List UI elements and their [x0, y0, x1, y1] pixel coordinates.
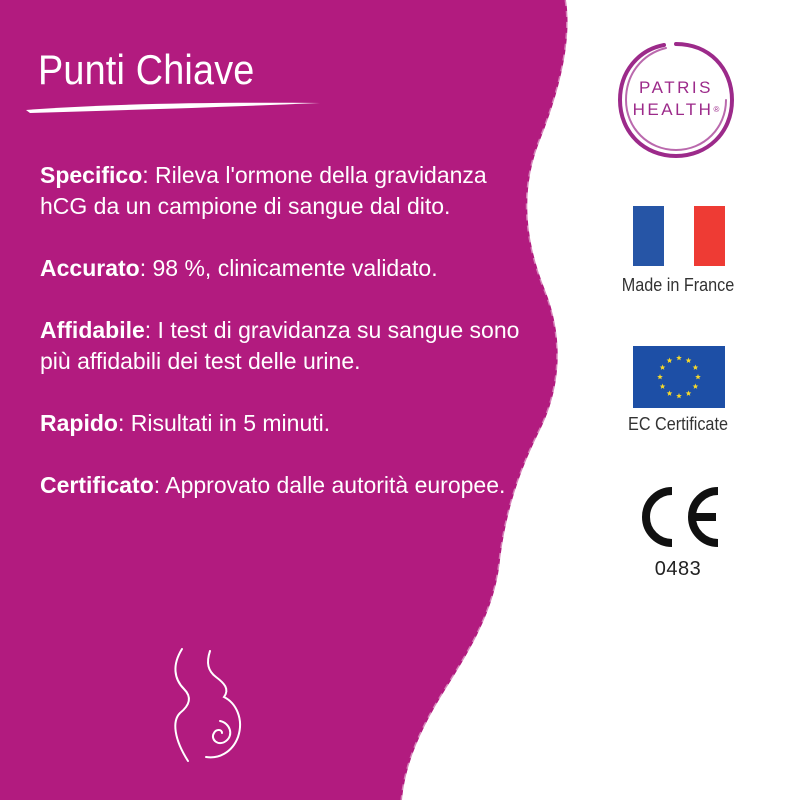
made-in-france-caption: Made in France: [621, 275, 735, 295]
key-point-affidabile: Affidabile: I test di gravidanza su sangue sono più affidabili dei test delle urine.: [40, 317, 520, 374]
brand-name-line1: PATRIS: [639, 78, 713, 97]
key-point-rapido: Rapido: Risultati in 5 minuti.: [40, 410, 331, 436]
ce-mark-icon: [634, 485, 724, 549]
brand-name-line2: HEALTH®: [632, 100, 720, 119]
key-points-list: [40, 160, 530, 532]
eu-flag-icon: [633, 346, 725, 408]
registered-mark: ®: [713, 105, 720, 114]
brand-logo: [614, 77, 738, 121]
key-point-certificato: Certificato: Approvato dalle autorità europee.: [40, 472, 506, 498]
brush-underline-icon: [24, 98, 324, 116]
key-point-specifico: Specifico: Rileva l'ormone della gravidanza hCG da un campione di sangue dal dito.: [40, 162, 487, 219]
key-point-accurato: Accurato: 98 %, clinicamente validato.: [40, 255, 438, 281]
page-title: Punti Chiave: [38, 46, 255, 93]
pregnant-silhouette-icon: [160, 645, 270, 765]
ce-notified-body-number: 0483: [654, 558, 702, 580]
france-flag-icon: [633, 206, 725, 266]
ec-certificate-caption: EC Certificate: [628, 414, 728, 434]
